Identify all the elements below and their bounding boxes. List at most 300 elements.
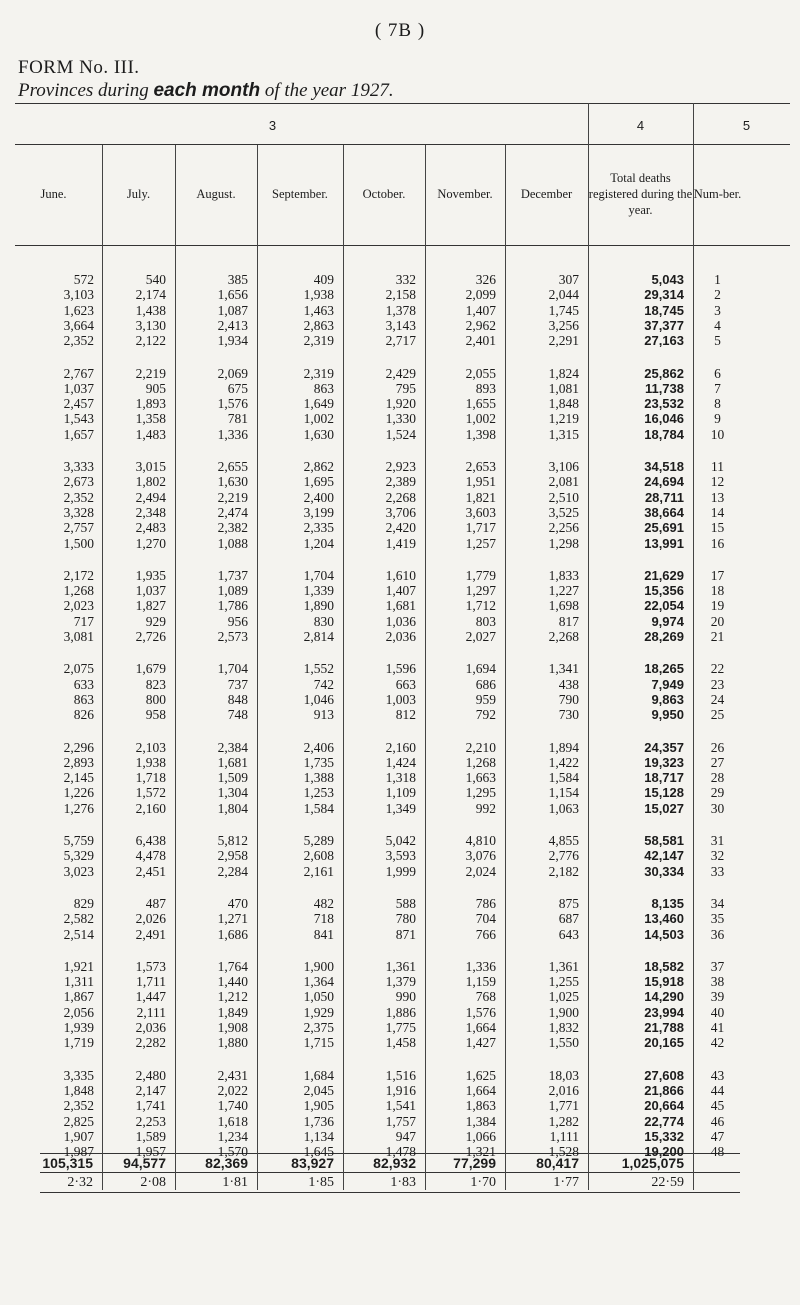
cell-july: 1,935: [135, 567, 166, 583]
cell-september: 1,630: [303, 426, 334, 442]
cell-october: 1,349: [385, 800, 416, 816]
cell-november: 768: [475, 989, 496, 1005]
cell-total-deaths: 19,323: [644, 754, 684, 770]
cell-august: 1,686: [217, 926, 248, 942]
rate-august: 1·81: [222, 1175, 248, 1190]
cell-total-deaths: 25,691: [644, 520, 684, 536]
cell-october: 3,706: [385, 504, 416, 520]
cell-december: 1,422: [548, 754, 579, 770]
cell-total-deaths: 34,518: [644, 459, 684, 474]
cell-total-deaths: 14,503: [644, 926, 684, 942]
cell-november: 1,257: [465, 535, 496, 551]
cell-july: 2,253: [135, 1113, 166, 1129]
cell-total-deaths: 21,629: [644, 567, 684, 583]
cell-december: 1,255: [548, 974, 579, 990]
cell-july: 540: [145, 272, 166, 287]
cell-august: 1,804: [217, 800, 248, 816]
cell-november: 1,398: [465, 426, 496, 442]
rate-november: 1·70: [470, 1175, 496, 1190]
cell-september: 1,649: [303, 396, 334, 412]
cell-august: 1,440: [217, 974, 248, 990]
cell-august: 1,630: [217, 474, 248, 490]
cell-number: 7: [714, 380, 721, 396]
cell-october: 1,681: [385, 598, 416, 614]
header-september: September.: [272, 187, 328, 201]
cell-september: 409: [313, 272, 334, 287]
cell-september: 830: [313, 613, 334, 629]
cell-total-deaths: 18,717: [644, 770, 684, 786]
cell-september: 1,735: [303, 754, 334, 770]
cell-number: 37: [710, 958, 725, 974]
cell-october: 663: [395, 676, 416, 692]
cell-total-deaths: 25,862: [644, 365, 684, 381]
cell-july: 1,802: [135, 474, 166, 490]
totals-bottom-rule: [40, 1192, 740, 1193]
cell-total-deaths: 21,866: [644, 1082, 684, 1098]
cell-july: 1,938: [135, 754, 166, 770]
cell-june: 2,457: [63, 396, 94, 412]
cell-june: 1,500: [63, 535, 94, 551]
total-december: 80,417: [536, 1155, 579, 1171]
cell-july: 2,483: [135, 520, 166, 536]
cell-july: 1,893: [135, 396, 166, 412]
cell-july: 2,282: [135, 1035, 166, 1051]
cell-july: 6,438: [135, 833, 166, 848]
cell-november: 1,002: [465, 411, 496, 427]
cell-june: 2,673: [63, 474, 94, 490]
cell-july: 823: [145, 676, 166, 692]
header-bottom-rule: [15, 245, 790, 246]
cell-october: 1,379: [385, 974, 416, 990]
cell-total-deaths: 5,043: [651, 272, 684, 287]
cell-number: 41: [710, 1020, 725, 1035]
cell-september: 2,319: [303, 365, 334, 381]
cell-december: 2,044: [548, 287, 579, 303]
rate-july: 2·08: [140, 1175, 166, 1190]
cell-june: 1,226: [63, 785, 94, 801]
cell-september: 5,289: [303, 833, 334, 848]
cell-october: 1,916: [385, 1082, 416, 1098]
cell-november: 1,694: [465, 661, 496, 677]
cell-total-deaths: 23,994: [644, 1004, 684, 1020]
cell-july: 2,726: [135, 629, 166, 644]
cell-july: 2,219: [135, 365, 166, 381]
header-december: December: [520, 187, 573, 201]
cell-june: 633: [73, 676, 94, 692]
cell-october: 1,886: [385, 1004, 416, 1020]
cell-july: 2,480: [135, 1067, 166, 1083]
cell-december: 1,227: [548, 583, 579, 599]
cell-july: 2,122: [135, 333, 166, 349]
cell-number: 14: [710, 504, 725, 520]
cell-number: 13: [710, 489, 725, 505]
cell-total-deaths: 27,163: [644, 333, 684, 349]
cell-october: 1,516: [385, 1067, 416, 1083]
cell-total-deaths: 42,147: [644, 848, 684, 864]
cell-december: 1,745: [548, 302, 579, 318]
cell-november: 1,655: [465, 396, 496, 412]
cell-december: 687: [558, 911, 579, 927]
cell-august: 1,576: [217, 396, 248, 412]
cell-june: 5,759: [63, 833, 94, 848]
cell-june: 2,075: [63, 661, 94, 677]
cell-number: 29: [710, 785, 725, 801]
cell-september: 2,814: [303, 629, 334, 644]
cell-august: 748: [227, 707, 248, 723]
cell-october: 1,757: [385, 1113, 416, 1129]
cell-june: 1,543: [63, 411, 94, 427]
cell-august: 2,573: [217, 629, 248, 644]
cell-september: 1,905: [303, 1098, 334, 1114]
cell-number: 10: [710, 426, 725, 442]
cell-november: 1,664: [465, 1020, 496, 1035]
header-november: November.: [437, 187, 493, 201]
cell-july: 3,015: [135, 459, 166, 474]
cell-june: 1,719: [63, 1035, 94, 1051]
cell-october: 1,003: [385, 691, 416, 707]
cell-september: 863: [313, 380, 334, 396]
cell-number: 24: [710, 691, 725, 707]
cell-total-deaths: 9,950: [651, 707, 684, 723]
total-july: 94,577: [123, 1155, 166, 1171]
cell-september: 1,364: [303, 974, 334, 990]
cell-august: 1,681: [217, 754, 248, 770]
cell-july: 3,130: [135, 317, 166, 333]
header-number: Num-ber.: [693, 187, 742, 201]
cell-june: 5,329: [63, 848, 94, 864]
header-june: June.: [40, 187, 67, 201]
cell-july: 487: [145, 895, 166, 911]
cell-june: 3,103: [63, 287, 94, 303]
cell-number: 33: [710, 863, 725, 879]
cell-november: 1,295: [465, 785, 496, 801]
cell-september: 2,608: [303, 848, 334, 864]
cell-august: 1,786: [217, 598, 248, 614]
cell-number: 8: [714, 396, 721, 412]
cell-december: 1,111: [549, 1128, 579, 1144]
cell-total-deaths: 22,774: [644, 1113, 684, 1129]
cell-number: 21: [710, 629, 725, 644]
cell-november: 1,159: [465, 974, 496, 990]
cell-august: 2,069: [217, 365, 248, 381]
cell-december: 1,315: [548, 426, 579, 442]
cell-june: 2,296: [63, 739, 94, 755]
cell-july: 929: [145, 613, 166, 629]
cell-total-deaths: 9,974: [651, 613, 684, 629]
cell-november: 766: [475, 926, 496, 942]
cell-number: 15: [710, 520, 725, 536]
cell-july: 2,103: [135, 739, 166, 755]
cell-june: 2,145: [63, 770, 94, 786]
cell-total-deaths: 18,784: [644, 426, 684, 442]
cell-total-deaths: 28,711: [644, 489, 684, 505]
cell-september: 1,715: [303, 1035, 334, 1051]
cell-july: 1,718: [135, 770, 166, 786]
cell-june: 1,276: [63, 800, 94, 816]
cell-august: 1,764: [217, 958, 248, 974]
cell-december: 307: [558, 272, 579, 287]
cell-number: 47: [710, 1128, 725, 1144]
cell-june: 1,987: [63, 1144, 94, 1160]
cell-number: 12: [710, 474, 725, 490]
total-june: 105,315: [42, 1155, 93, 1171]
cell-october: 2,429: [385, 365, 416, 381]
cell-august: 2,413: [217, 317, 248, 333]
cell-december: 1,154: [548, 785, 579, 801]
cell-august: 2,382: [217, 520, 248, 536]
cell-june: 2,023: [63, 598, 94, 614]
cell-november: 992: [475, 800, 496, 816]
cell-july: 2,174: [135, 287, 166, 303]
rate-total-deaths: 22·59: [651, 1175, 684, 1190]
cell-august: 2,958: [217, 848, 248, 864]
cell-november: 1,712: [465, 598, 496, 614]
cell-november: 3,076: [465, 848, 496, 864]
cell-july: 1,483: [135, 426, 166, 442]
total-september: 83,927: [291, 1155, 334, 1171]
cell-june: 3,081: [63, 629, 94, 644]
cell-september: 742: [313, 676, 334, 692]
cell-august: 1,088: [217, 535, 248, 551]
cell-september: 1,134: [303, 1128, 334, 1144]
cell-september: 3,199: [303, 504, 334, 520]
cell-august: 1,740: [217, 1098, 248, 1114]
cell-september: 2,335: [303, 520, 334, 536]
cell-july: 1,438: [135, 302, 166, 318]
cell-november: 1,625: [465, 1067, 496, 1083]
cell-october: 795: [395, 380, 416, 396]
cell-number: 36: [710, 926, 725, 942]
cell-august: 385: [227, 272, 248, 287]
cell-september: 1,890: [303, 598, 334, 614]
cell-october: 3,593: [385, 848, 416, 864]
cell-september: 482: [313, 895, 334, 911]
cell-june: 1,311: [64, 974, 94, 990]
cell-number: 45: [710, 1098, 725, 1114]
cell-october: 947: [395, 1128, 416, 1144]
cell-december: 817: [558, 613, 579, 629]
cell-october: 1,419: [385, 535, 416, 551]
cell-august: 1,934: [217, 333, 248, 349]
cell-number: 11: [711, 459, 724, 474]
cell-june: 2,352: [63, 489, 94, 505]
cell-december: 1,848: [548, 396, 579, 412]
cell-october: 1,424: [385, 754, 416, 770]
cell-august: 1,234: [217, 1128, 248, 1144]
cell-november: 1,863: [465, 1098, 496, 1114]
cell-total-deaths: 16,046: [644, 411, 684, 427]
cell-november: 1,779: [465, 567, 496, 583]
header-total-deaths: Total deaths registered during the year.: [588, 171, 693, 217]
cell-july: 1,573: [135, 958, 166, 974]
cell-october: 1,458: [385, 1035, 416, 1051]
cell-august: 2,284: [217, 863, 248, 879]
cell-total-deaths: 27,608: [644, 1067, 684, 1083]
cell-number: 31: [710, 833, 725, 848]
cell-number: 26: [710, 739, 725, 755]
total-november: 77,299: [453, 1155, 496, 1171]
cell-number: 35: [710, 911, 725, 927]
cell-november: 1,576: [465, 1004, 496, 1020]
cell-september: 1,929: [303, 1004, 334, 1020]
cell-june: 2,582: [63, 911, 94, 927]
cell-november: 2,055: [465, 365, 496, 381]
cell-september: 2,161: [303, 863, 334, 879]
cell-august: 2,431: [217, 1067, 248, 1083]
cell-total-deaths: 15,027: [644, 800, 684, 816]
cell-december: 1,219: [548, 411, 579, 427]
cell-november: 1,336: [465, 958, 496, 974]
rate-june: 2·32: [67, 1175, 93, 1190]
cell-august: 1,336: [217, 426, 248, 442]
cell-total-deaths: 18,265: [644, 661, 684, 677]
cell-june: 3,333: [63, 459, 94, 474]
cell-november: 1,821: [465, 489, 496, 505]
cell-november: 4,810: [465, 833, 496, 848]
cell-june: 1,907: [63, 1128, 94, 1144]
cell-october: 1,330: [385, 411, 416, 427]
cell-june: 3,023: [63, 863, 94, 879]
cell-december: 730: [558, 707, 579, 723]
column-number-4: 4: [636, 118, 645, 133]
cell-october: 871: [395, 926, 416, 942]
cell-september: 2,319: [303, 333, 334, 349]
cell-december: 18,03: [548, 1067, 579, 1083]
cell-number: 19: [710, 598, 725, 614]
cell-october: 812: [395, 707, 416, 723]
cell-september: 1,900: [303, 958, 334, 974]
cell-total-deaths: 22,054: [644, 598, 684, 614]
cell-december: 1,824: [548, 365, 579, 381]
cell-june: 2,767: [63, 365, 94, 381]
cell-september: 1,645: [303, 1144, 334, 1160]
cell-november: 1,427: [465, 1035, 496, 1051]
cell-june: 1,867: [63, 989, 94, 1005]
cell-december: 1,063: [548, 800, 579, 816]
rate-october: 1·83: [390, 1175, 416, 1190]
cell-december: 3,106: [548, 459, 579, 474]
cell-july: 905: [145, 380, 166, 396]
cell-december: 3,525: [548, 504, 579, 520]
cell-october: 3,143: [385, 317, 416, 333]
cell-august: 1,704: [217, 661, 248, 677]
cell-november: 786: [475, 895, 496, 911]
cell-november: 1,407: [465, 302, 496, 318]
cell-october: 2,268: [385, 489, 416, 505]
cell-november: 893: [475, 380, 496, 396]
cell-total-deaths: 20,165: [644, 1035, 684, 1051]
cell-september: 1,002: [303, 411, 334, 427]
cell-june: 1,939: [63, 1020, 94, 1035]
cell-august: 1,087: [217, 302, 248, 318]
cell-september: 2,045: [303, 1082, 334, 1098]
cell-november: 1,663: [465, 770, 496, 786]
cell-august: 2,219: [217, 489, 248, 505]
cell-october: 1,109: [385, 785, 416, 801]
cell-october: 1,920: [385, 396, 416, 412]
cell-number: 34: [710, 895, 725, 911]
cell-july: 1,270: [135, 535, 166, 551]
cell-october: 588: [395, 895, 416, 911]
cell-november: 1,297: [465, 583, 496, 599]
cell-november: 3,603: [465, 504, 496, 520]
cell-number: 18: [710, 583, 725, 599]
cell-number: 16: [710, 535, 725, 551]
cell-total-deaths: 15,918: [644, 974, 684, 990]
cell-june: 1,623: [63, 302, 94, 318]
cell-june: 717: [73, 613, 94, 629]
cell-august: 1,271: [217, 911, 248, 927]
cell-july: 2,348: [135, 504, 166, 520]
cell-june: 2,056: [63, 1004, 94, 1020]
cell-september: 1,584: [303, 800, 334, 816]
cell-june: 1,848: [63, 1082, 94, 1098]
cell-november: 2,027: [465, 629, 496, 644]
cell-september: 1,046: [303, 691, 334, 707]
cell-october: 2,158: [385, 287, 416, 303]
cell-total-deaths: 8,135: [651, 895, 684, 911]
cell-total-deaths: 9,863: [651, 691, 684, 707]
cell-july: 958: [145, 707, 166, 723]
cell-december: 1,298: [548, 535, 579, 551]
cell-october: 2,923: [385, 459, 416, 474]
cell-total-deaths: 29,314: [644, 287, 684, 303]
cell-october: 1,775: [385, 1020, 416, 1035]
totals-mid-rule: [40, 1172, 740, 1173]
total-august: 82,369: [205, 1155, 248, 1171]
cell-july: 2,494: [135, 489, 166, 505]
cell-july: 1,957: [135, 1144, 166, 1160]
cell-october: 1,478: [385, 1144, 416, 1160]
cell-june: 826: [73, 707, 94, 723]
cell-november: 2,401: [465, 333, 496, 349]
cell-july: 2,451: [135, 863, 166, 879]
cell-june: 2,757: [63, 520, 94, 536]
cell-october: 1,610: [385, 567, 416, 583]
cell-july: 2,160: [135, 800, 166, 816]
cell-august: 2,022: [217, 1082, 248, 1098]
cell-december: 1,282: [548, 1113, 579, 1129]
cell-total-deaths: 21,788: [644, 1020, 684, 1035]
cell-number: 27: [710, 754, 725, 770]
cell-december: 2,776: [548, 848, 579, 864]
cell-october: 2,389: [385, 474, 416, 490]
cell-december: 4,855: [548, 833, 579, 848]
cell-number: 22: [710, 661, 725, 677]
cell-november: 792: [475, 707, 496, 723]
cell-number: 1: [714, 272, 721, 287]
cell-october: 1,318: [385, 770, 416, 786]
cell-august: 1,618: [217, 1113, 248, 1129]
cell-september: 1,204: [303, 535, 334, 551]
cell-number: 44: [710, 1082, 725, 1098]
cell-august: 1,737: [217, 567, 248, 583]
cell-july: 800: [145, 691, 166, 707]
cell-october: 332: [395, 272, 416, 287]
cell-june: 3,328: [63, 504, 94, 520]
cell-total-deaths: 18,582: [644, 958, 684, 974]
cell-number: 17: [710, 567, 725, 583]
cell-september: 1,253: [303, 785, 334, 801]
cell-june: 863: [73, 691, 94, 707]
cell-number: 28: [710, 770, 725, 786]
cell-november: 2,024: [465, 863, 496, 879]
cell-december: 1,771: [548, 1098, 579, 1114]
cell-total-deaths: 23,532: [644, 396, 684, 412]
cell-september: 718: [313, 911, 334, 927]
subtitle-suffix: of the year 1927.: [260, 80, 394, 101]
cell-october: 1,596: [385, 661, 416, 677]
